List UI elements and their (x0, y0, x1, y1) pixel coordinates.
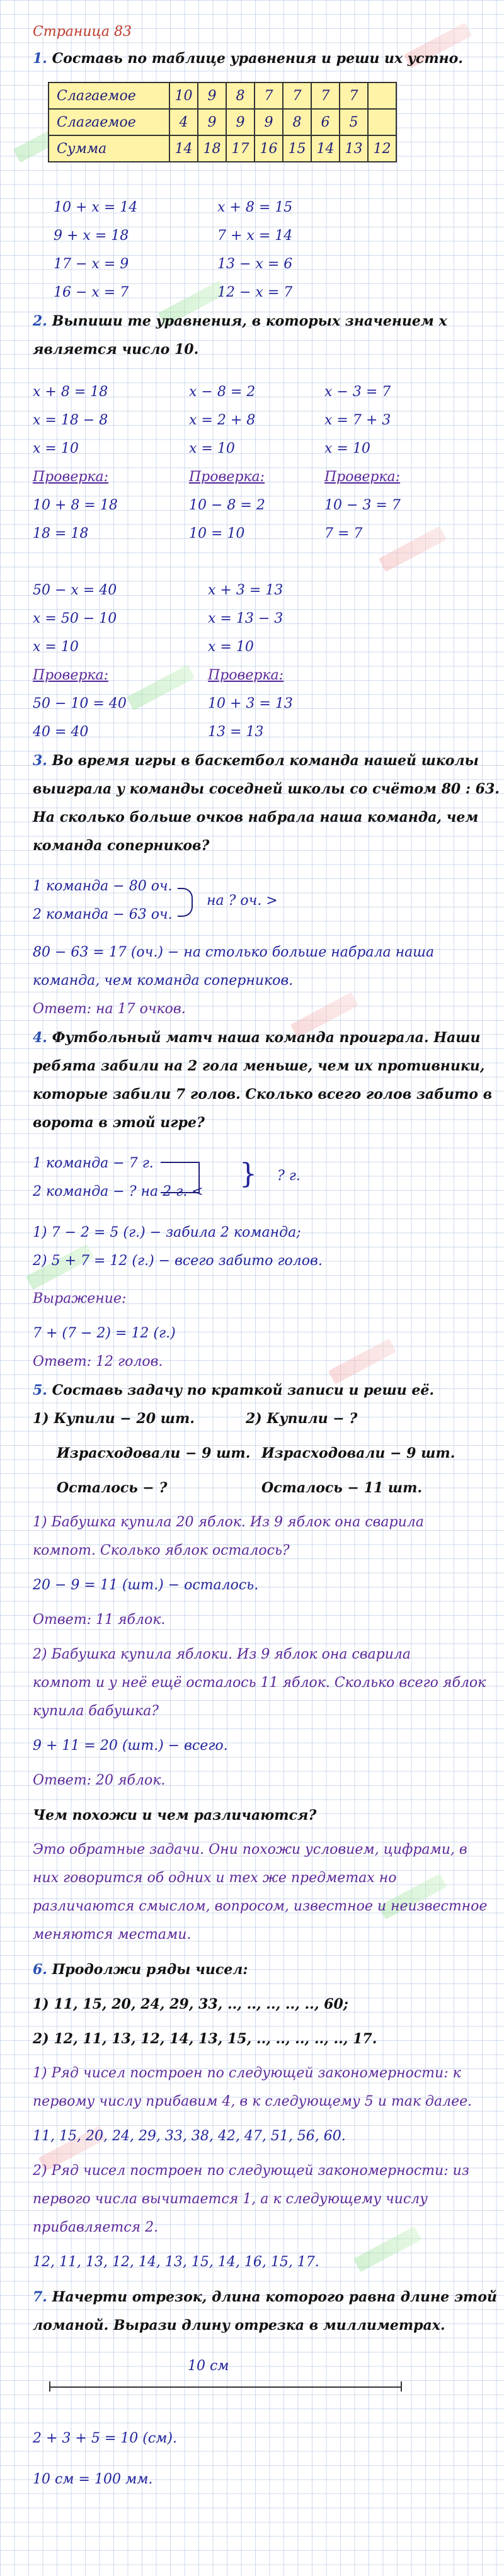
solution: команда, чем команда соперников. (33, 973, 294, 989)
table-cell: 5 (340, 109, 368, 135)
solution-step: 2) 5 + 7 = 12 (г.) − всего забито голов. (33, 1253, 323, 1269)
task3-text: выиграла у команды соседней школы со счётом 80 : 63. (33, 781, 500, 797)
table-cell: 15 (283, 135, 311, 162)
watermark (328, 1339, 396, 1385)
equation: 10 − 8 = 2 (189, 497, 265, 513)
question: Чем похожи и чем различаются? (33, 1807, 317, 1824)
equation: 17 − x = 9 (54, 256, 129, 272)
equation: 9 + x = 18 (54, 228, 129, 244)
calculation: 2 + 3 + 5 = 10 (см). (33, 2431, 177, 2446)
task7-heading (33, 2289, 497, 2305)
curly-brace: } (239, 1158, 257, 1190)
equation: 10 + 8 = 18 (33, 497, 118, 513)
short-note: Осталось − 11 шт. (261, 1480, 423, 1496)
segment-tick (401, 2381, 402, 2392)
equation: x = 13 − 3 (208, 611, 284, 627)
task4-text: ребята забили на 2 гола меньше, чем их противники, (33, 1058, 485, 1074)
task6-heading (33, 1961, 248, 1978)
task1-table (48, 82, 397, 162)
equation: 12 − x = 7 (217, 285, 293, 300)
equation: 10 − 3 = 7 (324, 497, 401, 513)
table-cell: 14 (311, 135, 340, 162)
table-cell: 7 (283, 82, 311, 109)
task3-heading (33, 752, 479, 769)
solution: 20 − 9 = 11 (шт.) − осталось. (33, 1577, 259, 1593)
table-cell: 9 (198, 82, 226, 109)
problem-text: компот и у неё ещё осталось 11 яблок. Сколько всего яблок (33, 1675, 486, 1691)
equation: 40 = 40 (33, 724, 89, 740)
task1-title: Составь по таблице уравнения и реши их устно. (52, 50, 463, 67)
table-cell: 12 (368, 135, 396, 162)
equation: x + 8 = 15 (217, 200, 293, 215)
equation: 50 − 10 = 40 (33, 696, 127, 712)
task5-title: Составь задачу по краткой записи и реши её. (52, 1382, 435, 1399)
team-row: 1 команда − 80 оч. (33, 878, 173, 894)
explanation: меняются местами. (33, 1927, 192, 1943)
explanation: 2) Ряд чисел построен по следующей закономерности: из (33, 2163, 469, 2179)
equation: x = 50 − 10 (33, 611, 117, 627)
equation: x − 3 = 7 (324, 384, 391, 400)
equation: x = 18 − 8 (33, 412, 108, 428)
equation: 7 = 7 (324, 526, 363, 542)
equation: 13 = 13 (208, 724, 264, 740)
segment-line (49, 2386, 402, 2388)
table-cell: 8 (226, 82, 255, 109)
task-number: 6. (33, 1961, 47, 1978)
explanation: различаются смыслом, вопросом, известное и неизвестное (33, 1898, 488, 1914)
problem-text: 2) Бабушка купила яблоки. Из 9 яблок она сварила (33, 1647, 411, 1662)
equation: x + 8 = 18 (33, 384, 108, 400)
task1-heading (33, 50, 463, 67)
table-cell: Сумма (49, 135, 169, 162)
table-row (49, 82, 396, 109)
check-label: Проверка: (33, 469, 109, 485)
total-note: ? г. (277, 1168, 301, 1184)
table-cell: 4 (169, 109, 198, 135)
problem-text: 1) Бабушка купила 20 яблок. Из 9 яблок она сварила (33, 1514, 424, 1530)
watermark (353, 2227, 421, 2272)
sequence: 12, 11, 13, 12, 14, 13, 15, 14, 16, 15, 17. (33, 2254, 319, 2270)
table-cell: 17 (226, 135, 255, 162)
task6-title: Продолжи ряды чисел: (52, 1961, 248, 1978)
task3-text: Во время игры в баскетбол команда нашей школы (52, 752, 479, 769)
short-note: 2) Купили − ? (246, 1410, 358, 1427)
task-number: 2. (33, 313, 47, 329)
task3-text: На сколько больше очков набрала наша команда, чем (33, 809, 479, 826)
table-cell: Слагаемое (49, 82, 169, 109)
problem-text: компот. Сколько яблок осталось? (33, 1543, 290, 1558)
equation: 10 + x = 14 (54, 200, 138, 215)
equation: x = 10 (33, 441, 79, 457)
equation: x − 8 = 2 (189, 384, 256, 400)
expression-label: Выражение: (33, 1291, 127, 1307)
task7-title: Начерти отрезок, длина которого равна длине этой (52, 2289, 497, 2305)
explanation: прибавляется 2. (33, 2220, 159, 2235)
task2-title: Выпиши те уравнения, в которых значением x (52, 313, 447, 329)
watermark (127, 665, 195, 711)
table-cell: 7 (311, 82, 340, 109)
equation: 10 + 3 = 13 (208, 696, 293, 712)
short-note: Израсходовали − 9 шт. (261, 1445, 455, 1461)
table-cell: 18 (198, 135, 226, 162)
answer: Ответ: 12 голов. (33, 1354, 163, 1370)
task4-text: Футбольный матч наша команда проиграла. Наши (52, 1030, 481, 1046)
equation: x = 2 + 8 (189, 412, 256, 428)
check-label: Проверка: (208, 667, 284, 683)
task4-text: ворота в этой игре? (33, 1115, 205, 1131)
segment-tick (49, 2381, 50, 2392)
task-number: 4. (33, 1030, 47, 1046)
team-row: 1 команда − 7 г. (33, 1155, 154, 1171)
short-note: Осталось − ? (57, 1480, 168, 1496)
table-cell (368, 109, 396, 135)
table-cell: 9 (198, 109, 226, 135)
table-cell: 6 (311, 109, 340, 135)
explanation: первому числу прибавим 4, в к следующему 5 и так далее. (33, 2094, 472, 2109)
task-number: 1. (33, 50, 47, 67)
task2-title-cont: является число 10. (33, 341, 199, 358)
expression: 7 + (7 − 2) = 12 (г.) (33, 1325, 176, 1341)
compare-arrow (161, 1162, 200, 1193)
check-label: Проверка: (189, 469, 265, 485)
equation: 18 = 18 (33, 526, 89, 542)
explanation: 1) Ряд чисел построен по следующей закономерности: к (33, 2065, 461, 2081)
solution-step: 1) 7 − 2 = 5 (г.) − забила 2 команда; (33, 1225, 301, 1240)
solution: 9 + 11 = 20 (шт.) − всего. (33, 1738, 228, 1754)
short-note: 1) Купили − 20 шт. (33, 1410, 195, 1427)
task7-title-cont: ломаной. Вырази длину отрезка в миллиметрах. (33, 2317, 445, 2334)
table-cell: 9 (255, 109, 283, 135)
equation: x + 3 = 13 (208, 582, 284, 598)
table-cell: 16 (255, 135, 283, 162)
answer: Ответ: на 17 очков. (33, 1001, 186, 1017)
table-cell: 7 (255, 82, 283, 109)
number-row: 2) 12, 11, 13, 12, 14, 13, 15, .., .., .., .., .., 17. (33, 2031, 377, 2047)
segment-label: 10 см (188, 2358, 229, 2374)
table-row (49, 135, 396, 162)
task5-heading (33, 1382, 434, 1399)
answer: Ответ: 11 яблок. (33, 1612, 166, 1628)
explanation: них говорится об одних и тех же предметах но (33, 1870, 397, 1886)
equation: x = 10 (208, 639, 254, 655)
check-label: Проверка: (33, 667, 109, 683)
task2-heading (33, 313, 447, 329)
explanation: Это обратные задачи. Они похожи условием, цифрами, в (33, 1842, 467, 1858)
equation: x = 10 (189, 441, 235, 457)
watermark (379, 526, 447, 572)
team-row: 2 команда − ? на 2 г. < (33, 1184, 203, 1200)
table-cell: 7 (340, 82, 368, 109)
number-row: 1) 11, 15, 20, 24, 29, 33, .., .., .., .., .., 60; (33, 1996, 348, 2012)
equation: 50 − x = 40 (33, 582, 117, 598)
explanation: первого числа вычитается 1, а к следующему числу (33, 2191, 428, 2207)
table-row (49, 109, 396, 135)
answer: Ответ: 20 яблок. (33, 1773, 166, 1788)
check-label: Проверка: (324, 469, 401, 485)
task-number: 7. (33, 2289, 47, 2305)
equation: x = 10 (324, 441, 370, 457)
table-cell: Слагаемое (49, 109, 169, 135)
team-row: 2 команда − 63 оч. (33, 907, 173, 922)
table-cell: 14 (169, 135, 198, 162)
equation: x = 7 + 3 (324, 412, 391, 428)
task3-text: команда соперников? (33, 837, 210, 854)
conversion: 10 см = 100 мм. (33, 2471, 153, 2487)
brace-note: на ? оч. > (207, 893, 278, 909)
problem-text: купила бабушка? (33, 1703, 159, 1719)
table-cell: 13 (340, 135, 368, 162)
equation: 13 − x = 6 (217, 256, 293, 272)
task4-text: которые забили 7 голов. Сколько всего голов забито в (33, 1086, 493, 1103)
task-number: 5. (33, 1382, 47, 1399)
equation: 7 + x = 14 (217, 228, 293, 244)
equation: 16 − x = 7 (54, 285, 129, 300)
table-cell (368, 82, 396, 109)
table-cell: 10 (169, 82, 198, 109)
short-note: Израсходовали − 9 шт. (57, 1445, 251, 1461)
equation: 10 = 10 (189, 526, 245, 542)
page-title: Страница 83 (33, 24, 132, 40)
sequence: 11, 15, 20, 24, 29, 33, 38, 42, 47, 51, 56, 60. (33, 2128, 346, 2144)
table-cell: 9 (226, 109, 255, 135)
brace-arrow (178, 888, 193, 917)
equation: x = 10 (33, 639, 79, 655)
task4-heading (33, 1030, 481, 1046)
task-number: 3. (33, 752, 47, 769)
table-cell: 8 (283, 109, 311, 135)
solution: 80 − 63 = 17 (оч.) − на столько больше набрала наша (33, 945, 435, 960)
